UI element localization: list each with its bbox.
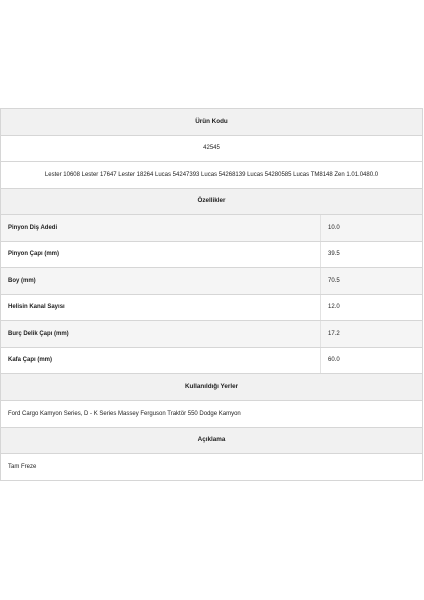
spec-label: Burç Delik Çapı (mm) (8, 330, 69, 337)
spec-value: 12.0 (320, 295, 422, 321)
features-header-label: Özellikler (197, 197, 226, 205)
spec-value: 17.2 (320, 321, 422, 347)
product-code-header (1, 109, 422, 136)
spec-row-pinion-diameter (1, 242, 422, 269)
spec-label: Boy (mm) (8, 277, 36, 284)
usage-header (1, 374, 422, 401)
product-spec-table (0, 108, 423, 481)
usage-header-label: Kullanıldığı Yerler (184, 382, 239, 390)
spec-value: 10.0 (320, 215, 422, 241)
description-header-label: Açıklama (197, 436, 226, 444)
spec-row-length (1, 268, 422, 295)
spec-value: 60.0 (320, 348, 422, 374)
spec-row-bushing-bore (1, 321, 422, 348)
spec-row-helix-grooves (1, 295, 422, 322)
spec-row-pinion-teeth (1, 215, 422, 242)
spec-row-head-diameter (1, 348, 422, 375)
product-code-value: 42545 (203, 145, 220, 152)
description-text: Tam Freze (8, 464, 37, 470)
spec-label: Pinyon Çapı (mm) (8, 251, 60, 258)
oem-references-text: Lester 10608 Lester 17647 Lester 18264 Lucas 54247393 Lucas 54268139 Lucas 54280585 Lucas TM8148 Zen 1.01.0480.0 (44, 171, 379, 178)
usage-text: Ford Cargo Kamyon Series, D - K Series Massey Ferguson Traktör 550 Dodge Kamyon (8, 410, 241, 417)
spec-label: Kafa Çapı (mm) (8, 357, 53, 364)
usage-row (1, 401, 422, 428)
product-code-row (1, 136, 422, 163)
description-header (1, 428, 422, 455)
spec-label: Pinyon Diş Adedi (8, 224, 58, 231)
oem-references-row (1, 162, 422, 189)
spec-value: 70.5 (320, 268, 422, 294)
product-code-header-label: Ürün Kodu (195, 117, 228, 125)
spec-value: 39.5 (320, 242, 422, 268)
description-row (1, 454, 422, 481)
spec-label: Helisin Kanal Sayısı (8, 304, 65, 311)
features-header (1, 189, 422, 216)
